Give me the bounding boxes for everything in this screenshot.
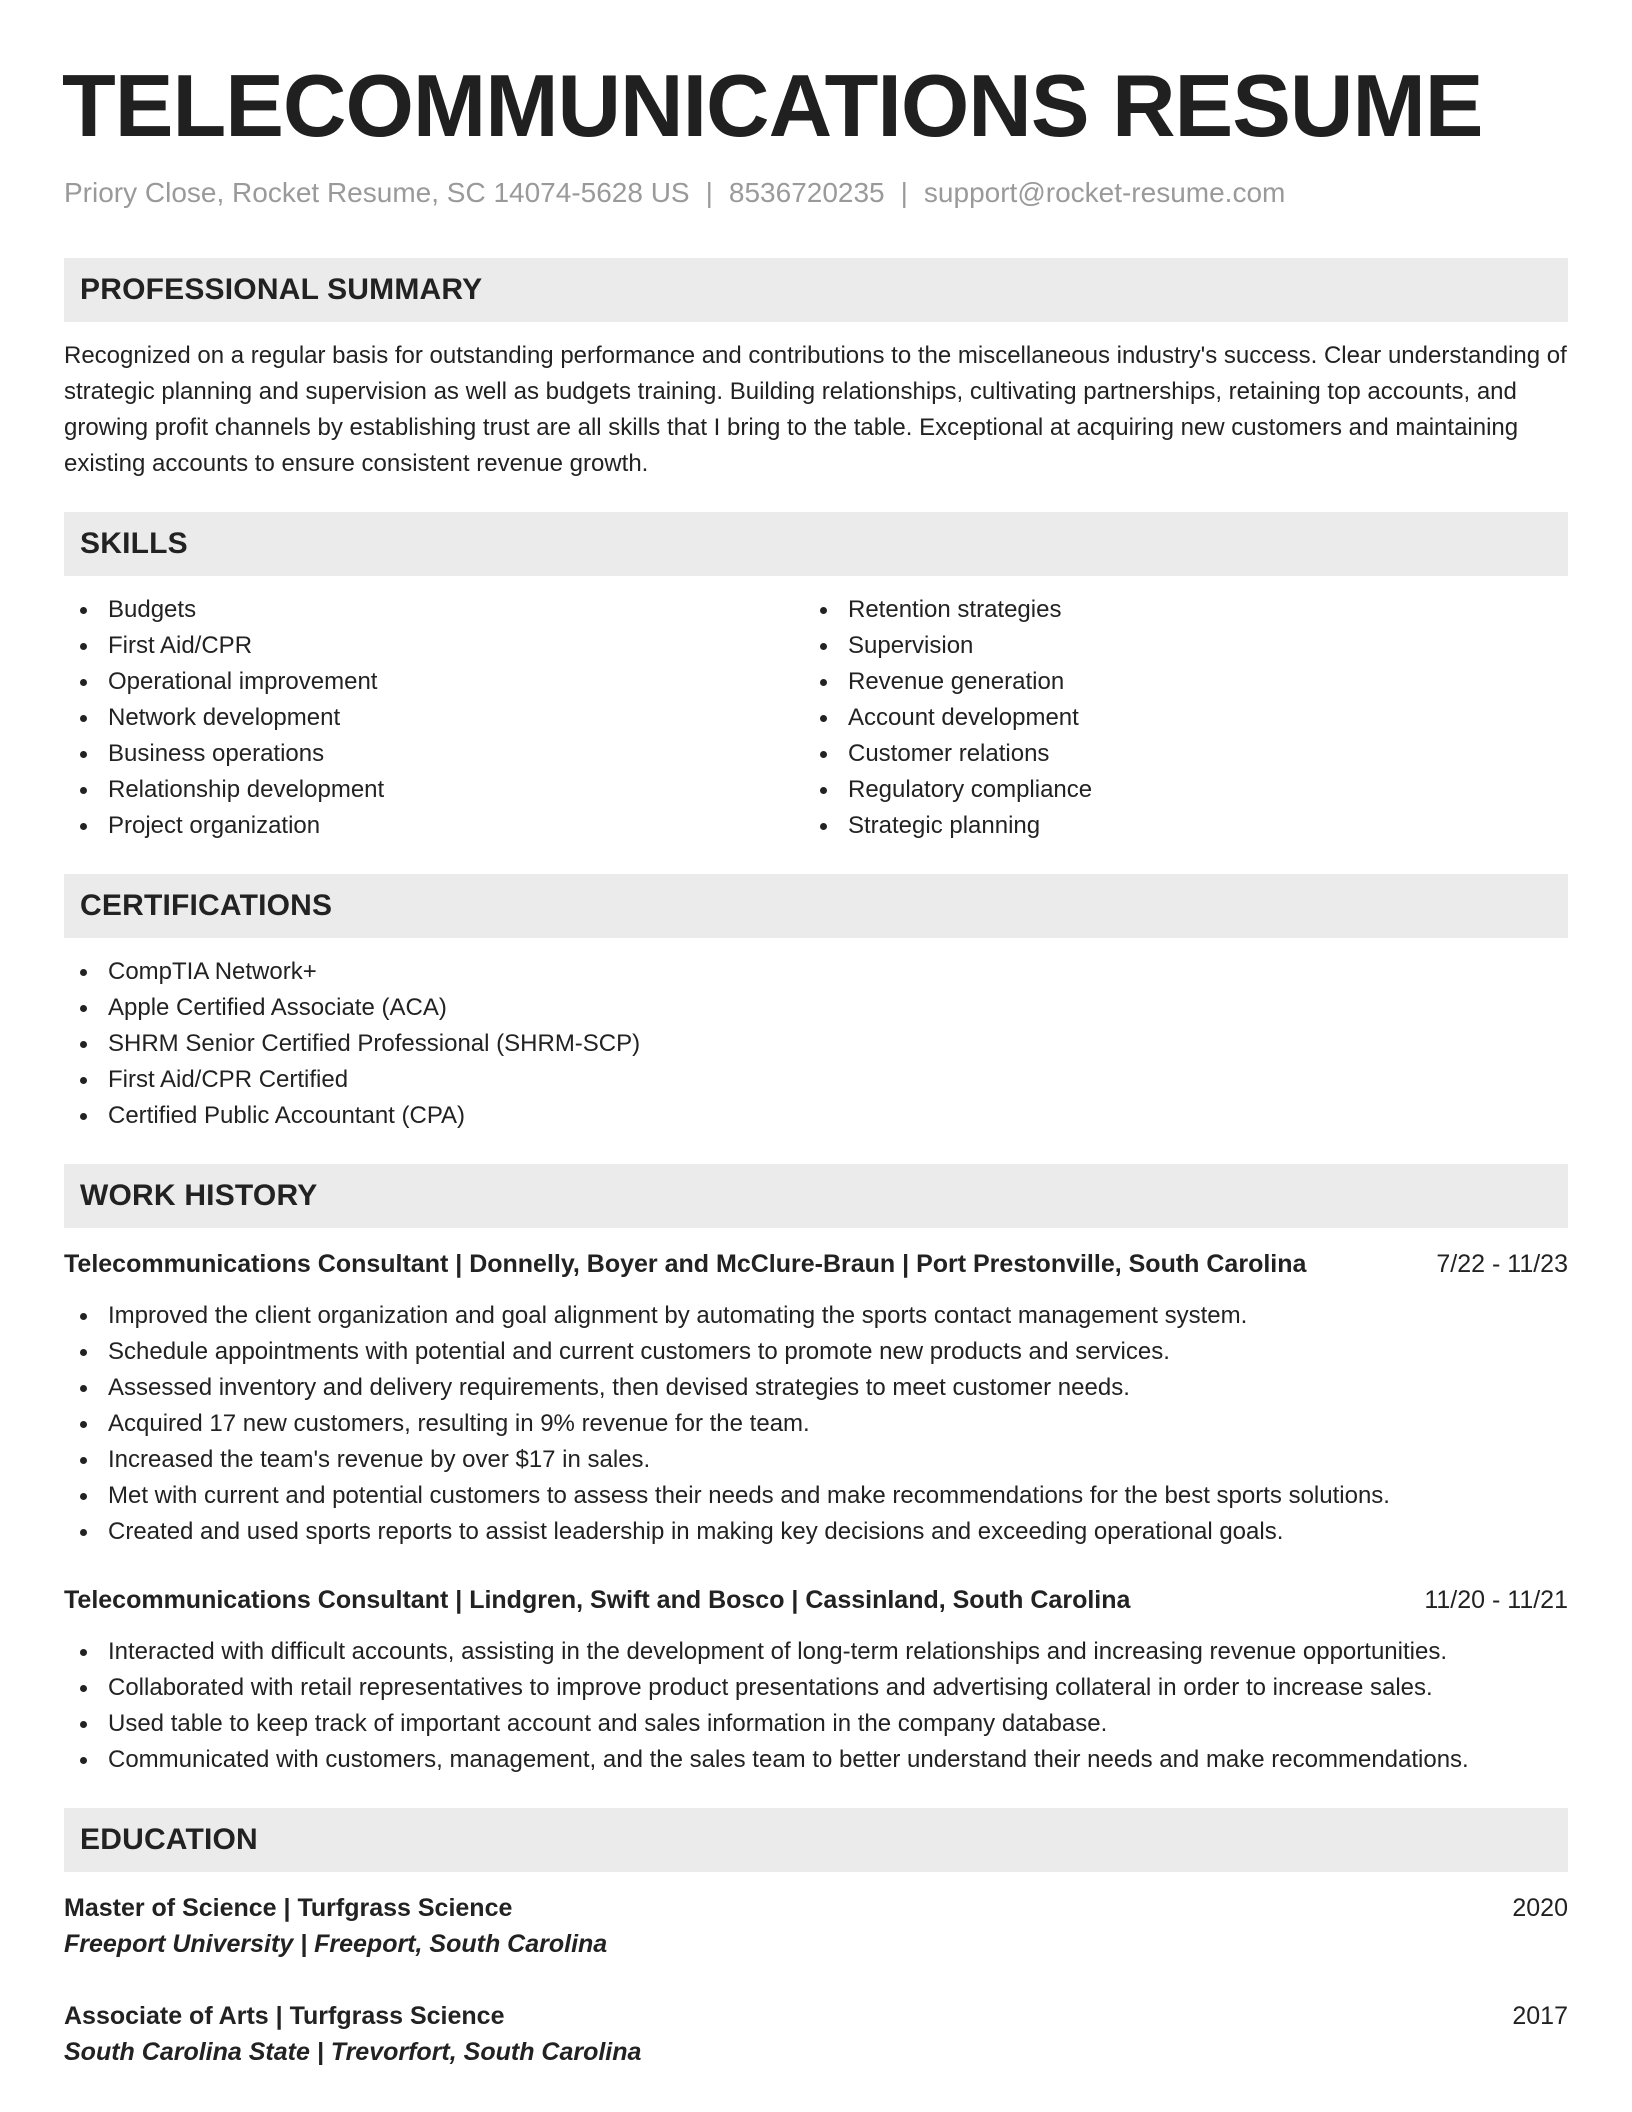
contact-email: support@rocket-resume.com <box>923 177 1286 208</box>
skill-item: Budgets <box>64 592 804 628</box>
section-heading-skills: SKILLS <box>64 512 1568 576</box>
degree-title: Master of Science | Turfgrass Science <box>64 1893 513 1922</box>
contact-phone: 8536720235 <box>728 177 885 208</box>
education-year: 2020 <box>1512 1893 1568 1922</box>
job-bullet: Increased the team's revenue by over $17 in sales. <box>64 1442 1568 1478</box>
summary-text: Recognized on a regular basis for outstanding performance and contributions to the miscellaneous industry's success. Clear understanding of strategic planning and supervision as well as budgets training. Building relationships, cultivating partnerships, retaining top accounts, and growing profit channels by establishing trust are all skills that I bring to the table. Exceptional at acquiring new customers and maintaining existing accounts to ensure consistent revenue growth. <box>64 341 1567 477</box>
school-name: South Carolina State | Trevorfort, South Carolina <box>64 2037 642 2066</box>
job-bullet: Acquired 17 new customers, resulting in 9% revenue for the team. <box>64 1406 1568 1442</box>
skill-item: Revenue generation <box>804 664 1544 700</box>
certification-item: Apple Certified Associate (ACA) <box>64 990 1568 1026</box>
skills-list-left <box>64 592 804 844</box>
skill-item: Regulatory compliance <box>804 772 1544 808</box>
contact-separator: | <box>900 177 908 208</box>
skills-grid <box>64 592 1568 844</box>
section-heading-summary: PROFESSIONAL SUMMARY <box>64 258 1568 322</box>
job-dates: 7/22 - 11/23 <box>1436 1249 1568 1278</box>
job-bullet: Created and used sports reports to assist leadership in making key decisions and exceeding operational goals. <box>64 1514 1568 1550</box>
job-bullet: Met with current and potential customers to assess their needs and make recommendations for the best sports solutions. <box>64 1478 1568 1514</box>
job-bullet: Used table to keep track of important account and sales information in the company database. <box>64 1706 1568 1742</box>
skill-item: Network development <box>64 700 804 736</box>
resume-title: TELECOMMUNICATIONS RESUME <box>62 56 1483 155</box>
section-heading-certifications: CERTIFICATIONS <box>64 874 1568 938</box>
skill-item: Business operations <box>64 736 804 772</box>
job-bullet: Communicated with customers, management, and the sales team to better understand their needs and make recommendations. <box>64 1742 1568 1778</box>
skill-item: Project organization <box>64 808 804 844</box>
contact-line <box>64 176 1568 210</box>
certification-item: First Aid/CPR Certified <box>64 1062 1568 1098</box>
school-name: Freeport University | Freeport, South Carolina <box>64 1929 608 1958</box>
skill-item: Retention strategies <box>804 592 1544 628</box>
skill-item: Account development <box>804 700 1544 736</box>
contact-separator: | <box>705 177 713 208</box>
education-header <box>64 1998 1568 2034</box>
section-heading-education: EDUCATION <box>64 1808 1568 1872</box>
job-title: Telecommunications Consultant | Lindgren, Swift and Bosco | Cassinland, South Carolina <box>64 1585 1131 1614</box>
skill-item: Customer relations <box>804 736 1544 772</box>
certification-item: CompTIA Network+ <box>64 954 1568 990</box>
skills-list-right <box>804 592 1544 844</box>
job-bullets <box>64 1298 1568 1550</box>
job-bullet: Schedule appointments with potential and current customers to promote new products and services. <box>64 1334 1568 1370</box>
job-title: Telecommunications Consultant | Donnelly, Boyer and McClure-Braun | Port Prestonville, South Carolina <box>64 1249 1307 1278</box>
job-header <box>64 1582 1568 1618</box>
skill-item: First Aid/CPR <box>64 628 804 664</box>
skill-item: Supervision <box>804 628 1544 664</box>
job-bullet: Collaborated with retail representatives to improve product presentations and advertising collateral in order to increase sales. <box>64 1670 1568 1706</box>
job-bullet: Assessed inventory and delivery requirements, then devised strategies to meet customer needs. <box>64 1370 1568 1406</box>
job-bullet: Improved the client organization and goal alignment by automating the sports contact management system. <box>64 1298 1568 1334</box>
job-header <box>64 1246 1568 1282</box>
job-bullets <box>64 1634 1568 1778</box>
job-dates: 11/20 - 11/21 <box>1424 1585 1568 1614</box>
job-bullet: Interacted with difficult accounts, assisting in the development of long-term relationships and increasing revenue opportunities. <box>64 1634 1568 1670</box>
certification-item: Certified Public Accountant (CPA) <box>64 1098 1568 1134</box>
section-heading-work-history: WORK HISTORY <box>64 1164 1568 1228</box>
certification-item: SHRM Senior Certified Professional (SHRM-SCP) <box>64 1026 1568 1062</box>
education-header <box>64 1890 1568 1926</box>
education-year: 2017 <box>1512 2001 1568 2030</box>
skill-item: Relationship development <box>64 772 804 808</box>
contact-address: Priory Close, Rocket Resume, SC 14074-5628 US <box>64 177 690 208</box>
skill-item: Strategic planning <box>804 808 1544 844</box>
degree-title: Associate of Arts | Turfgrass Science <box>64 2001 505 2030</box>
skill-item: Operational improvement <box>64 664 804 700</box>
certifications-list <box>64 954 1568 1134</box>
